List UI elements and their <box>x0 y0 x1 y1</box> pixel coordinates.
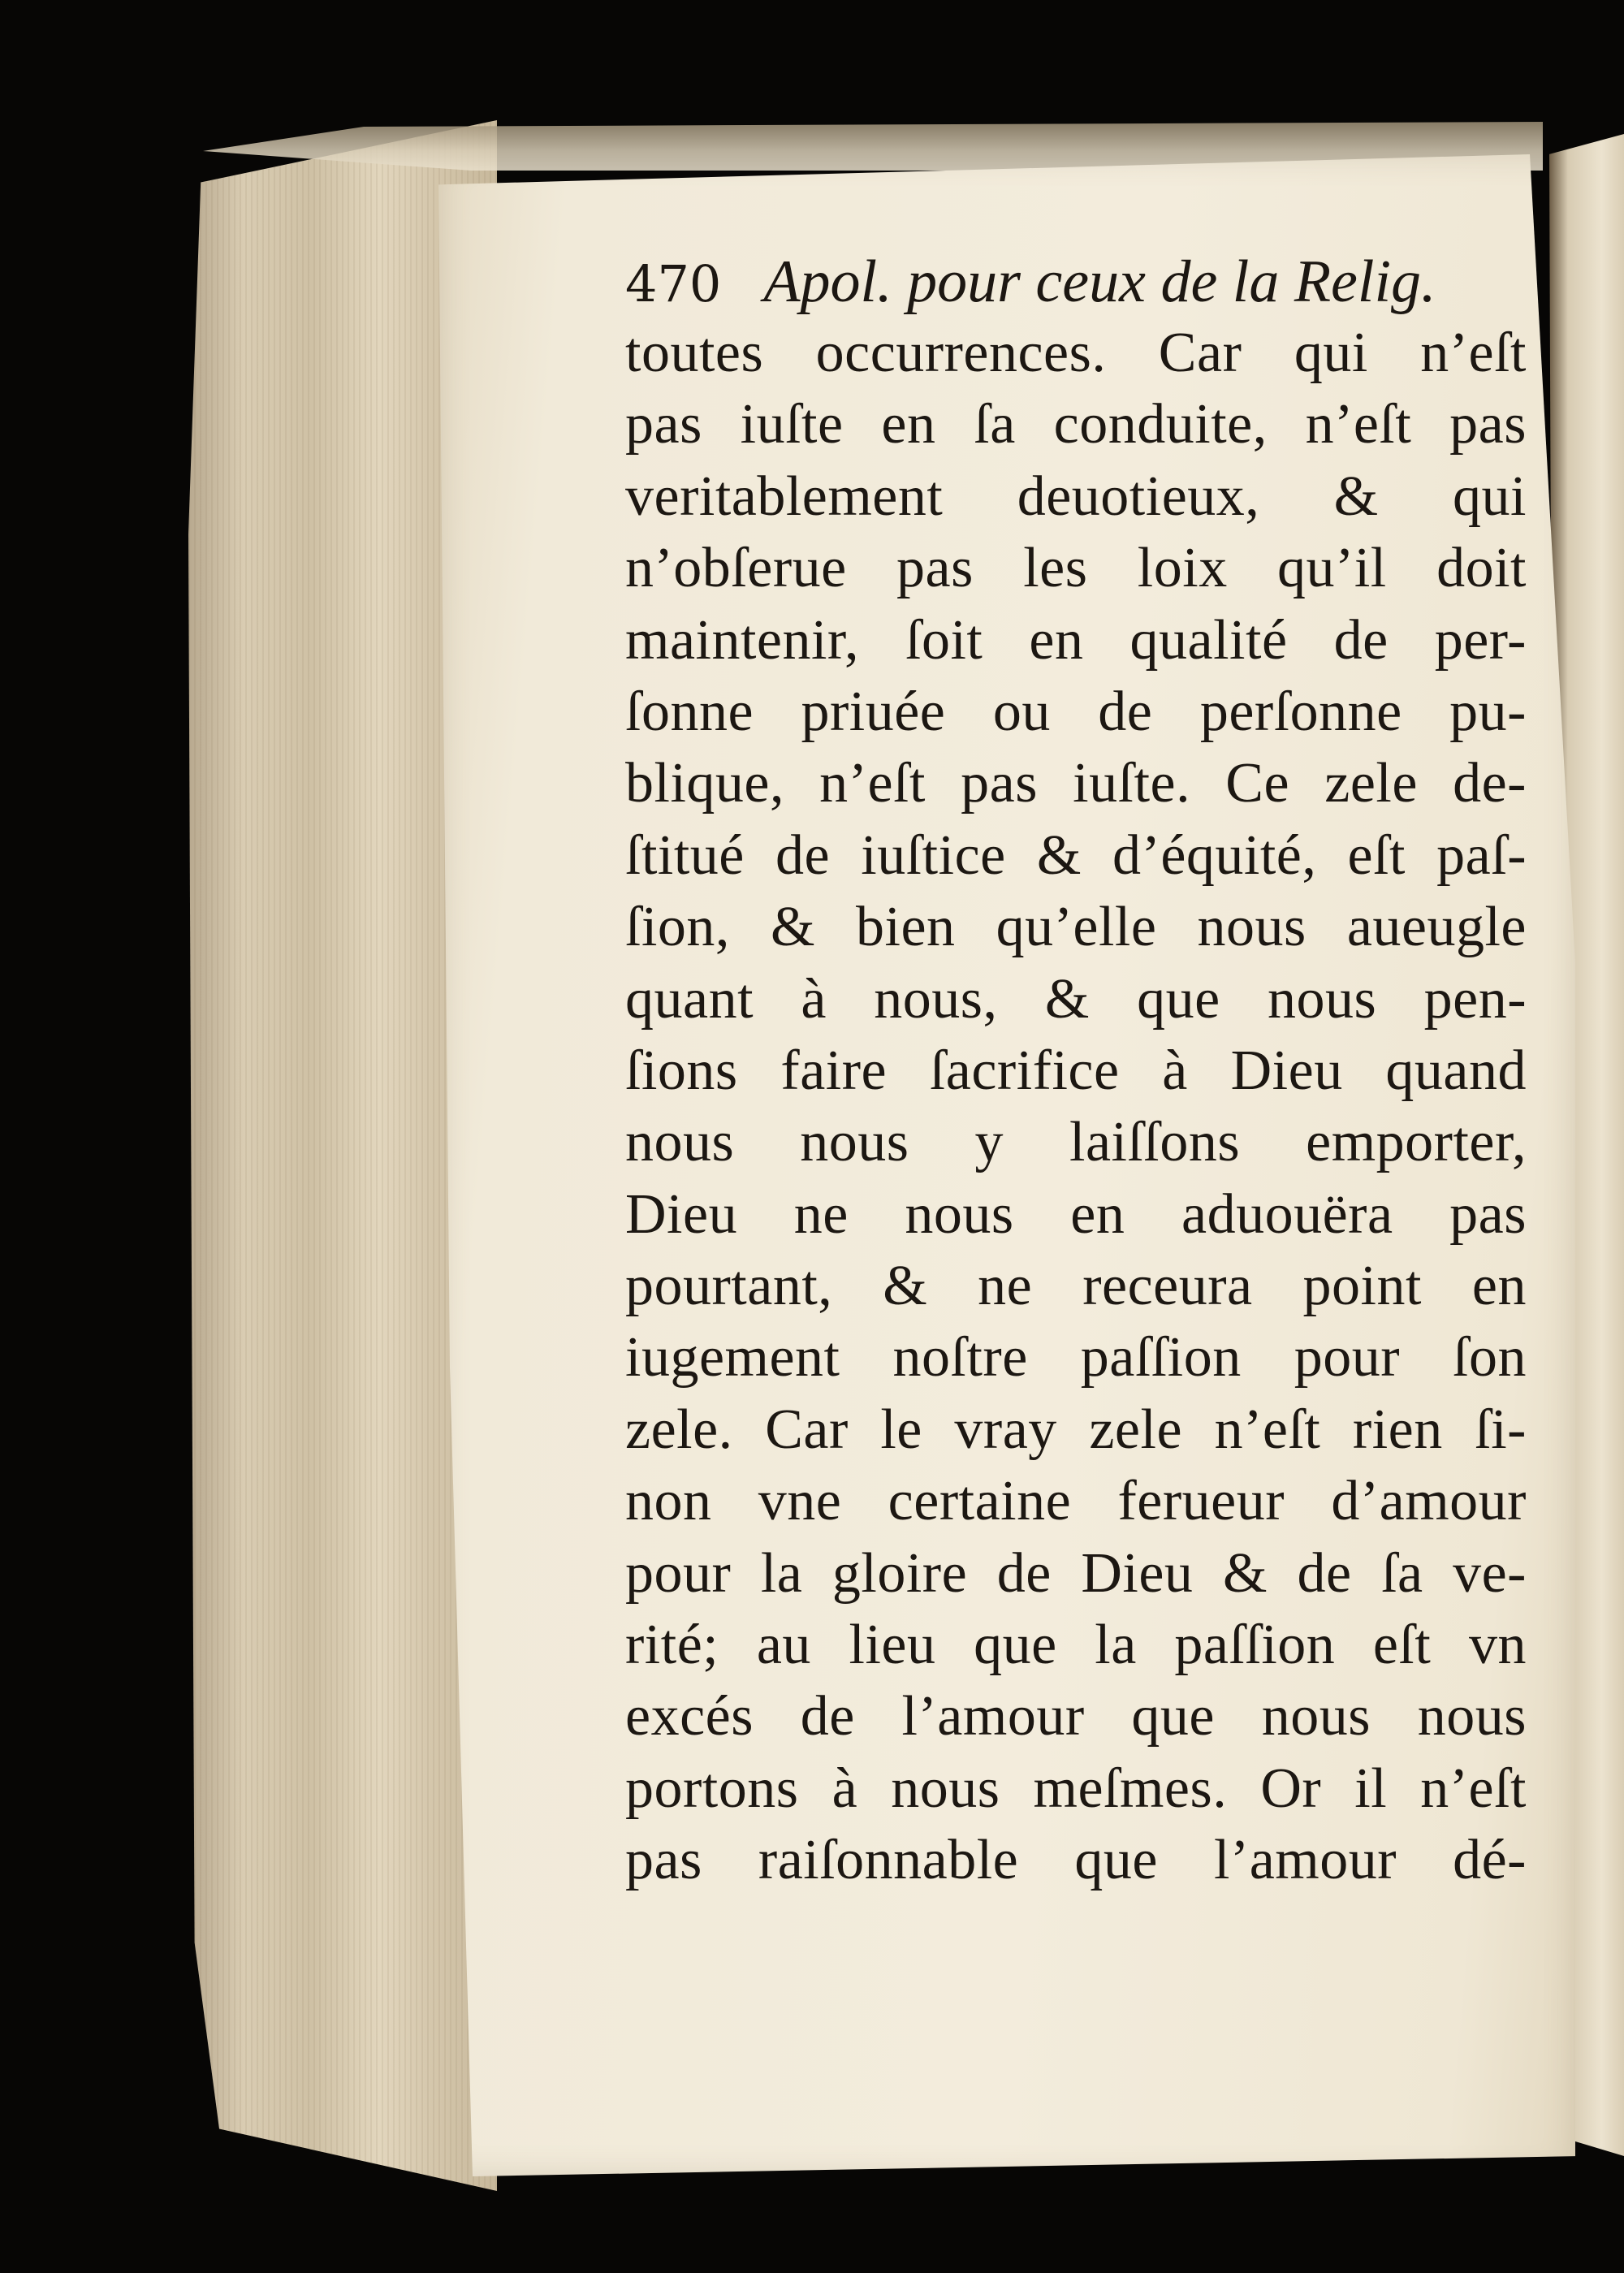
text-line: ſions faire ſacrifice à Dieu quand <box>625 1039 1527 1102</box>
text-line: non vne certaine ferueur d’amour <box>625 1470 1527 1533</box>
text-line: ſion, & bien qu’elle nous aueugle <box>625 896 1527 959</box>
running-head <box>625 248 1527 318</box>
running-title: Apol. pour ceux de la Relig. <box>763 248 1436 315</box>
text-line: pourtant, & ne receura point en <box>625 1255 1527 1318</box>
text-line: blique, n’eſt pas iuſte. Ce zele de- <box>625 752 1527 815</box>
text-line: quant à nous, & que nous pen- <box>625 967 1527 1031</box>
text-line: Dieu ne nous en aduouëra pas <box>625 1182 1527 1246</box>
text-line: veritablement deuotieux, & qui <box>625 465 1527 528</box>
text-line: iugement noſtre paſſion pour ſon <box>625 1326 1527 1389</box>
text-line: pas iuſte en ſa conduite, n’eſt pas <box>625 393 1527 456</box>
text-line: ſtitué de iuſtice & d’équité, eſt paſ- <box>625 823 1527 887</box>
text-line: excés de l’amour que nous nous <box>625 1685 1527 1748</box>
text-line: maintenir, ſoit en qualité de per- <box>625 608 1527 672</box>
text-line: zele. Car le vray zele n’eſt rien ſi- <box>625 1398 1527 1461</box>
text-line: portons à nous meſmes. Or il n’eſt <box>625 1757 1527 1820</box>
text-line: toutes occurrences. Car qui n’eſt <box>625 322 1527 384</box>
text-line: rité; au lieu que la paſſion eſt vn <box>625 1614 1527 1677</box>
text-line: pas raiſonnable que l’amour dé- <box>625 1829 1527 1892</box>
text-line: pour la gloire de Dieu & de ſa ve- <box>625 1541 1527 1605</box>
text-line: ſonne priuée ou de perſonne pu- <box>625 680 1527 743</box>
text-line: n’obſerue pas les loix qu’il doit <box>625 537 1527 600</box>
page-text <box>625 248 1527 1897</box>
page-number: 470 <box>625 254 722 313</box>
text-line: nous nous y laiſſons emporter, <box>625 1111 1527 1174</box>
